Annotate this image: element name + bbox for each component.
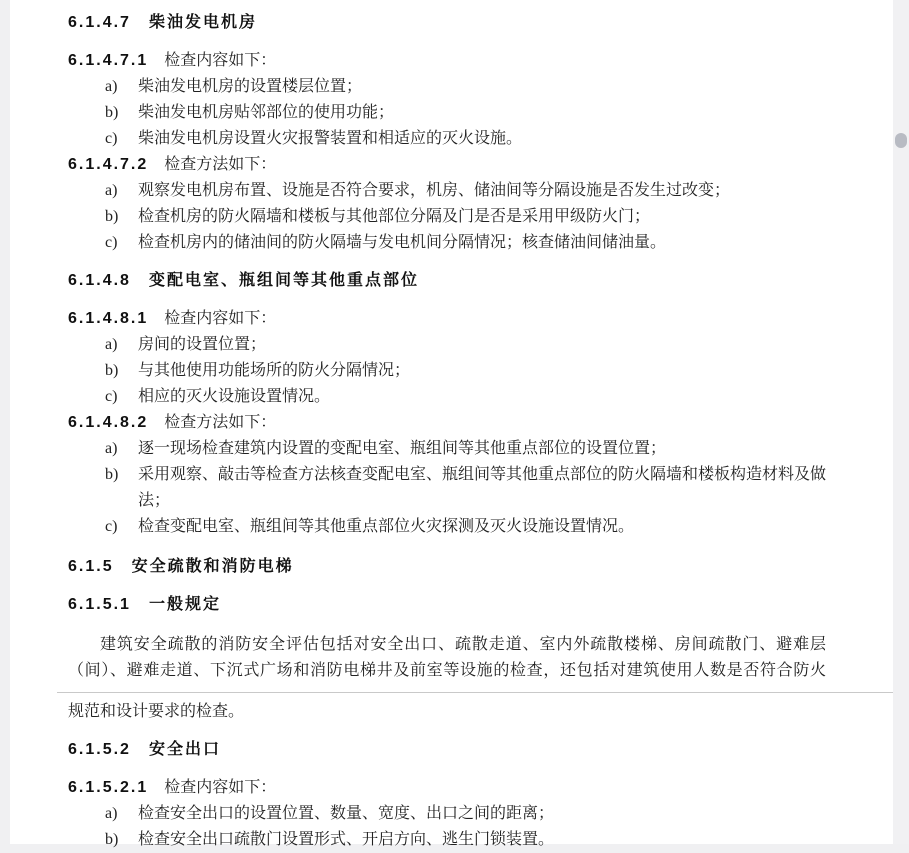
clause-text: 检查内容如下： bbox=[164, 52, 277, 69]
clause-text: 检查方法如下： bbox=[164, 156, 277, 173]
section-title: 变配电室、瓶组间等其他重点部位 bbox=[148, 272, 419, 289]
section-number: 6.1.4.7 bbox=[68, 14, 131, 31]
clause-number: 6.1.4.7.1 bbox=[68, 52, 149, 69]
section-number: 6.1.5.1 bbox=[68, 596, 131, 613]
clause-number: 6.1.4.7.2 bbox=[68, 156, 149, 173]
list-item bbox=[68, 178, 826, 204]
section-heading bbox=[68, 268, 826, 294]
list-item bbox=[68, 126, 826, 152]
clause-heading bbox=[68, 775, 826, 801]
section-number: 6.1.5 bbox=[68, 558, 114, 575]
list-item-letter: a) bbox=[105, 336, 118, 353]
list-item-text: 逐一现场检查建筑内设置的变配电室、瓶组间等其他重点部位的设置位置； bbox=[138, 440, 667, 457]
list-item-letter: b) bbox=[105, 104, 119, 121]
list-item bbox=[68, 332, 826, 358]
section-title: 柴油发电机房 bbox=[148, 14, 257, 31]
section-heading bbox=[68, 592, 826, 618]
list-item-letter: c) bbox=[105, 234, 118, 251]
list-item-letter: b) bbox=[105, 362, 119, 379]
list-item bbox=[68, 384, 826, 410]
section-title: 安全疏散和消防电梯 bbox=[131, 558, 294, 575]
list-item-letter: b) bbox=[105, 208, 119, 225]
clause-number: 6.1.4.8.2 bbox=[68, 414, 149, 431]
list-item bbox=[68, 74, 826, 100]
list-item-text: 观察发电机房布置、设施是否符合要求，机房、储油间等分隔设施是否发生过改变； bbox=[138, 182, 731, 199]
list-item-letter: c) bbox=[105, 518, 118, 535]
list-item-text: 柴油发电机房贴邻部位的使用功能； bbox=[138, 104, 395, 121]
document-page bbox=[10, 0, 893, 848]
list-item-text: 检查变配电室、瓶组间等其他重点部位火灾探测及灭火设施设置情况。 bbox=[138, 518, 635, 535]
clause-heading bbox=[68, 152, 826, 178]
clause-text: 检查内容如下： bbox=[164, 310, 277, 327]
list-item bbox=[68, 230, 826, 256]
clause-number: 6.1.5.2.1 bbox=[68, 779, 149, 796]
list-item-letter: a) bbox=[105, 440, 118, 457]
section-heading bbox=[68, 737, 826, 763]
section-number: 6.1.4.8 bbox=[68, 272, 131, 289]
section-heading bbox=[68, 10, 826, 36]
list-item bbox=[68, 801, 826, 827]
list-item bbox=[68, 100, 826, 126]
list-item bbox=[68, 827, 826, 853]
list-item-text: 检查机房内的储油间的防火隔墙与发电机间分隔情况；核查储油间储油量。 bbox=[138, 234, 667, 251]
list-item-letter: b) bbox=[105, 466, 119, 483]
body-paragraph-continuation: 规范和设计要求的检查。 bbox=[68, 703, 245, 720]
clause-text: 检查方法如下： bbox=[164, 414, 277, 431]
section-number: 6.1.5.2 bbox=[68, 741, 131, 758]
list-item-text: 房间的设置位置； bbox=[138, 336, 267, 353]
list-item-text: 与其他使用功能场所的防火分隔情况； bbox=[138, 362, 411, 379]
clause-heading bbox=[68, 306, 826, 332]
clause-heading bbox=[68, 48, 826, 74]
list-item-text: 柴油发电机房的设置楼层位置； bbox=[138, 78, 363, 95]
section-title: 安全出口 bbox=[148, 741, 221, 758]
list-item-text: 检查机房的防火隔墙和楼板与其他部位分隔及门是否是采用甲级防火门； bbox=[138, 208, 651, 225]
page-break-divider bbox=[57, 692, 893, 693]
section-title: 一般规定 bbox=[148, 596, 221, 613]
scrollbar-thumb[interactable] bbox=[895, 133, 907, 148]
list-item bbox=[68, 436, 826, 462]
list-item bbox=[68, 204, 826, 230]
list-item bbox=[68, 462, 826, 514]
body-paragraph: 建筑安全疏散的消防安全评估包括对安全出口、疏散走道、室内外疏散楼梯、房间疏散门、避难层（间）、避难走道、下沉式广场和消防电梯井及前室等设施的检查，还包括对建筑使用人数是否符合防火 bbox=[68, 636, 826, 679]
clause-heading bbox=[68, 410, 826, 436]
list-item-text: 检查安全出口的设置位置、数量、宽度、出口之间的距离； bbox=[138, 805, 555, 822]
list-item-letter: c) bbox=[105, 388, 118, 405]
list-item-letter: b) bbox=[105, 831, 119, 848]
section-heading bbox=[68, 554, 826, 580]
list-item bbox=[68, 358, 826, 384]
clause-text: 检查内容如下： bbox=[164, 779, 277, 796]
list-item-text: 检查安全出口疏散门设置形式、开启方向、逃生门锁装置。 bbox=[138, 831, 555, 848]
list-item-text: 相应的灭火设施设置情况。 bbox=[138, 388, 331, 405]
clause-number: 6.1.4.8.1 bbox=[68, 310, 149, 327]
list-item-letter: a) bbox=[105, 78, 118, 95]
list-item-letter: a) bbox=[105, 182, 118, 199]
list-item-letter: c) bbox=[105, 130, 118, 147]
list-item bbox=[68, 514, 826, 540]
scrollbar-track[interactable] bbox=[893, 0, 909, 844]
list-item-letter: a) bbox=[105, 805, 118, 822]
list-item-text: 柴油发电机房设置火灾报警装置和相适应的灭火设施。 bbox=[138, 130, 523, 147]
list-item-text: 采用观察、敲击等检查方法核查变配电室、瓶组间等其他重点部位的防火隔墙和楼板构造材料及做法； bbox=[138, 466, 827, 509]
